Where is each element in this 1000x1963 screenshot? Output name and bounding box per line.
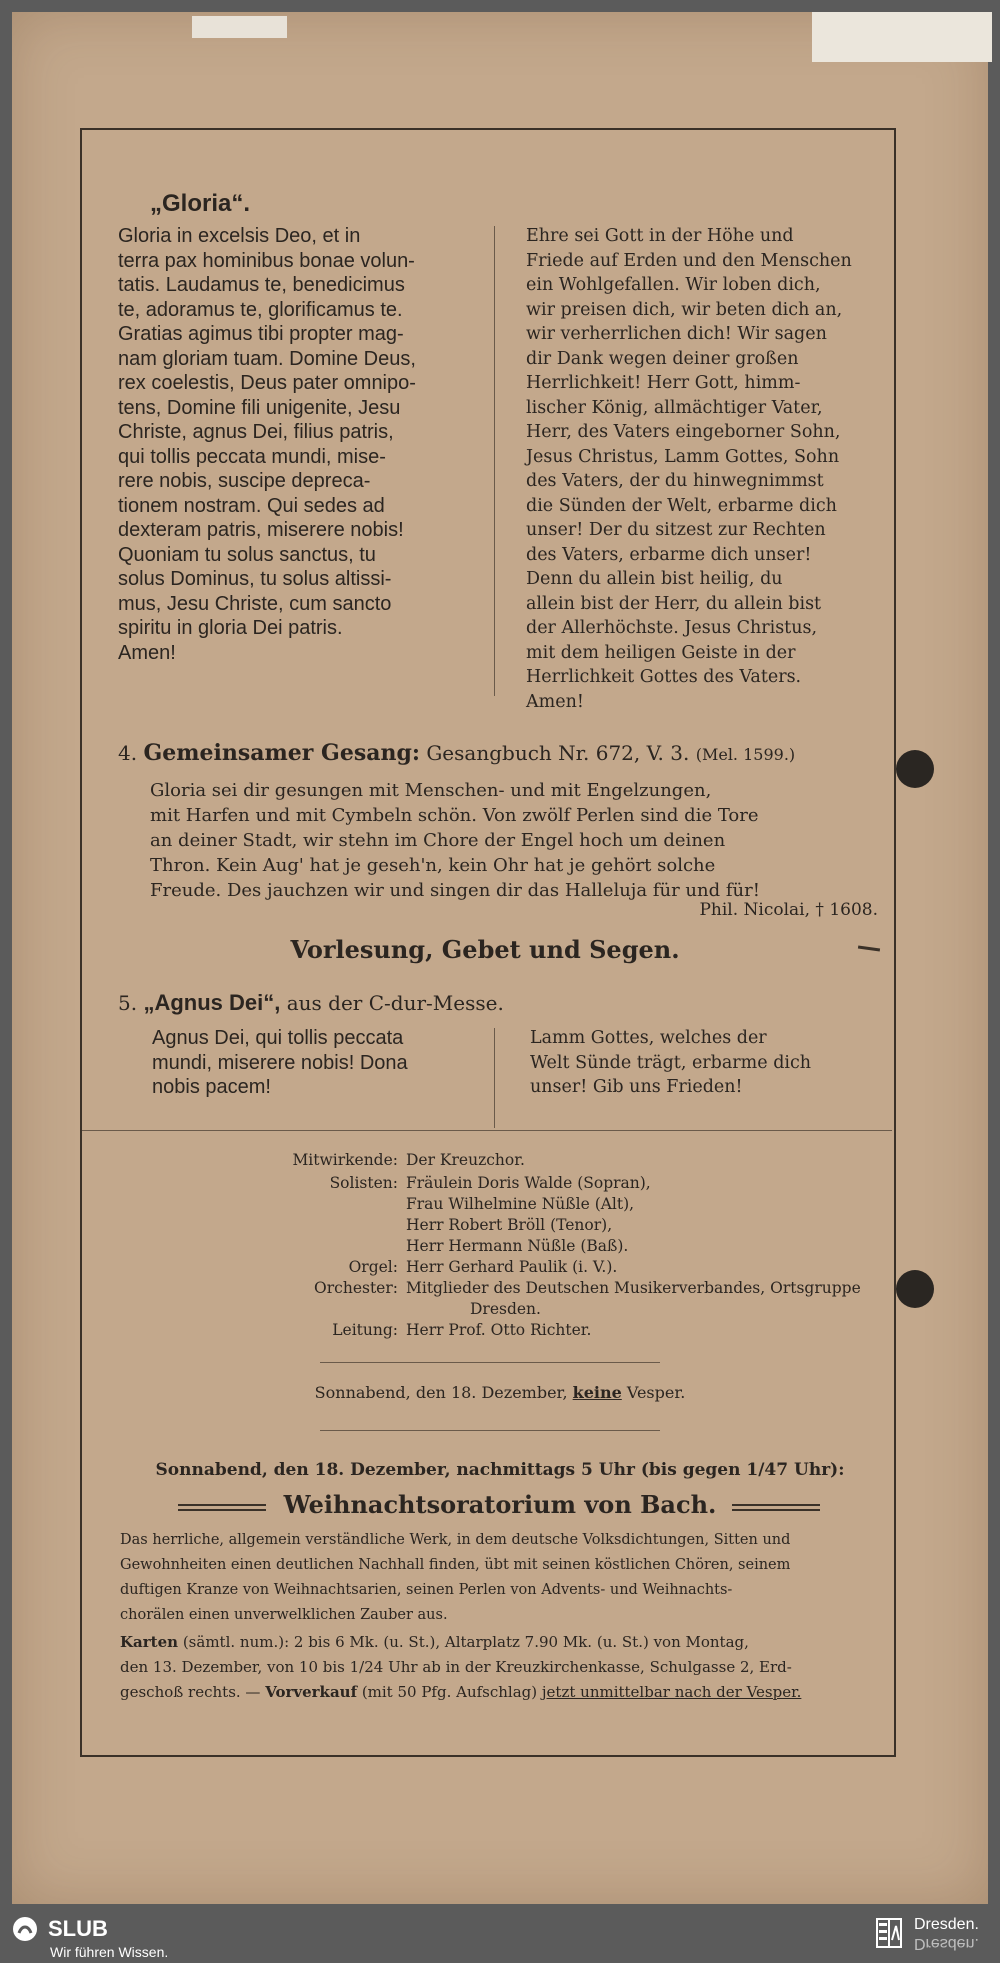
performer-role: Leitung: [332,1321,398,1339]
short-divider [320,1430,660,1431]
performer-name: Herr Prof. Otto Richter. [406,1321,592,1339]
text-line: lischer König, allmächtiger Vater, [526,397,823,418]
text-line: solus Dominus, tu solus altissi- [118,568,392,590]
text-line: der Allerhöchste. Jesus Christus, [526,618,818,638]
text-line: ein Wohlgefallen. Wir loben dich, [526,275,821,295]
text-line: wir preisen dich, wir beten dich an, [526,299,843,320]
text-line: tionem nostram. Qui sedes ad [118,494,385,517]
dresden-crest-icon[interactable] [876,1918,902,1948]
slub-tagline: Wir führen Wissen. [50,1944,169,1960]
slub-brand[interactable]: SLUB [48,1916,108,1941]
text-line: Agnus Dei, qui tollis peccata [152,1027,404,1049]
paper-tear [192,16,287,38]
tickets-info: Karten (sämtl. num.): 2 bis 6 Mk. (u. St.), Altarplatz 7.90 Mk. (u. St.) von Montag, den 13. Dezember, von 10 bis 1/24 Uhr ab in der Kreuzkirchenkasse, Schulgasse 2, Erd- geschoß rechts. — Vorverkauf (mit 50 Pfg. Aufschlag) jetzt unmittelbar nach der Vesper. [120,1633,802,1701]
oratorium-date: Sonnabend, den 18. Dezember, nachmittags 5 Uhr (bis gegen 1/47 Uhr): [155,1460,845,1480]
text-line: Ehre sei Gott in der Höhe und [526,226,794,246]
text-line: Friede auf Erden und den Menschen [526,250,852,271]
text-line: Amen! [526,691,584,712]
oratorium-description [120,1528,880,1628]
hymn-line: Thron. Kein Aug' hat je geseh'n, kein Ohr hat je gehört solche [150,855,716,876]
text-line: Herrlichkeit! Herr Gott, himm- [526,373,801,393]
text-line: Herrlichkeit Gottes des Vaters. [526,667,802,687]
text-line: die Sünden der Welt, erbarme dich [526,495,837,516]
text-line: tatis. Laudamus te, benedicimus [118,274,405,296]
text-line: tens, Domine fili unigenite, Jesu [118,396,401,419]
text-line: Amen! [118,641,176,664]
text-line: des Vaters, der du hinwegnimmst [526,471,824,491]
text-line: Gloria in excelsis Deo, et in [118,225,361,247]
short-divider [320,1362,660,1363]
agnus-german-text [530,1026,876,1100]
performer-name: Dresden. [470,1300,541,1318]
description-line: Das herrliche, allgemein verständliche Werk, in dem deutsche Volksdichtungen, Sitten und [120,1532,791,1548]
dresden-partner[interactable]: Dresden. Dresden. [914,1916,979,1952]
performer-role: Orchester: [314,1279,398,1297]
text-line: Jesus Christus, Lamm Gottes, Sohn [526,446,840,467]
text-line: qui tollis peccata mundi, mise- [118,445,386,468]
text-line: nobis pacem! [152,1076,271,1098]
section-divider [82,1130,892,1131]
no-vesper-notice: Sonnabend, den 18. Dezember, keine Vesper. [314,1383,686,1402]
hymn-line: an deiner Stadt, wir stehn im Chore der Engel hoch um deinen [150,830,726,851]
description-line: duftigen Kranze von Weihnachtsarien, seinen Perlen von Advents- und Weihnachts- [120,1582,733,1598]
text-line: mundi, miserere nobis! Dona [152,1051,408,1074]
text-line: Gratias agimus tibi propter mag- [118,323,404,345]
performer-name: Fräulein Doris Walde (Sopran), [406,1174,651,1192]
performer-name: Mitglieder des Deutschen Musikerverbandes, Ortsgruppe [406,1279,861,1297]
performer-name: Herr Hermann Nüßle (Baß). [406,1237,629,1255]
text-line: te, adoramus te, glorificamus te. [118,298,403,321]
hymn-text [150,778,878,903]
performer-name: Herr Robert Bröll (Tenor), [406,1216,613,1234]
hymn-line: Gloria sei dir gesungen mit Menschen- und mit Engelzungen, [150,780,712,801]
hymn-author: Phil. Nicolai, † 1608. [699,900,878,920]
text-line: unser! Gib uns Frieden! [530,1077,743,1097]
column-divider [494,226,495,696]
text-line: rex coelestis, Deus pater omnipo- [118,372,416,394]
hymn-line: mit Harfen und mit Cymbeln schön. Von zwölf Perlen sind die Tore [150,805,759,826]
text-line: spiritu in gloria Dei patris. [118,617,343,639]
text-line: dir Dank wegen deiner großen [526,348,799,369]
agnus-latin-text [152,1026,470,1100]
text-line: des Vaters, erbarme dich unser! [526,544,812,565]
punch-hole [896,750,934,788]
text-line: mit dem heiligen Geiste in der [526,642,796,663]
library-footer [0,1908,1000,1963]
text-line: nam gloriam tuam. Domine Deus, [118,347,416,370]
text-line: Christe, agnus Dei, filius patris, [118,421,394,443]
text-line: Denn du allein bist heilig, du [526,569,783,589]
text-line: wir verherrlichen dich! Wir sagen [526,324,827,344]
text-line: terra pax hominibus bonae volun- [118,249,415,272]
performer-name: Der Kreuzchor. [406,1151,525,1169]
hymn-line: Freude. Des jauchzen wir und singen dir das Halleluja für und für! [150,880,760,901]
punch-hole [896,1270,934,1308]
performer-name: Frau Wilhelmine Nüßle (Alt), [406,1195,635,1213]
column-divider [494,1028,495,1128]
section-4-heading: 4. Gemeinsamer Gesang: Gesangbuch Nr. 672, V. 3. (Mel. 1599.) [118,740,796,766]
text-line: rere nobis, suscipe depreca- [118,470,371,492]
description-line: Gewohnheiten einen deutlichen Nachhall finden, übt mit seinen köstlichen Chören, seinem [120,1557,791,1573]
text-line: mus, Jesu Christe, cum sancto [118,592,392,615]
text-line: Herr, des Vaters eingeborner Sohn, [526,422,841,442]
performer-role: Solisten: [329,1174,398,1192]
double-rule [732,1504,820,1511]
text-line: dexteram patris, miserere nobis! [118,519,404,541]
text-line: Lamm Gottes, welches der [530,1028,767,1048]
vorlesung-heading: Vorlesung, Gebet und Segen. [290,935,680,964]
description-line: chorälen einen unverwelklichen Zauber aus. [120,1607,448,1623]
text-line: unser! Der du sitzest zur Rechten [526,520,826,540]
performer-name: Herr Gerhard Paulik (i. V.). [406,1258,618,1276]
performer-role: Orgel: [348,1258,398,1276]
gloria-latin-text [118,224,468,665]
text-line: allein bist der Herr, du allein bist [526,593,822,614]
gloria-german-text [526,224,876,714]
paper-tear [812,12,992,62]
gloria-title: „Gloria“. [150,190,251,217]
text-line: Welt Sünde trägt, erbarme dich [530,1052,812,1073]
performer-role: Mitwirkende: [292,1151,398,1169]
oratorium-title: Weihnachtsoratorium von Bach. [283,1490,717,1519]
section-5-heading: 5. „Agnus Dei“, aus der C-dur-Messe. [118,990,504,1015]
text-line: Quoniam tu solus sanctus, tu [118,543,376,566]
slub-logo-icon[interactable] [12,1916,38,1942]
